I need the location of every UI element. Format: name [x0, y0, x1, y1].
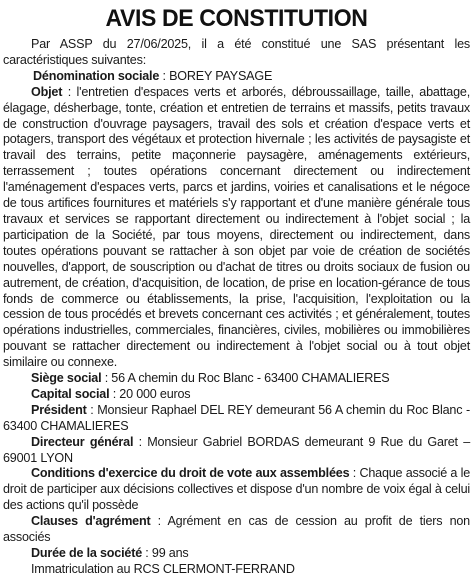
duree-label: Durée de la société — [31, 546, 142, 560]
notice-title: AVIS DE CONSTITUTION — [105, 5, 368, 32]
president-label: Président — [31, 402, 87, 417]
agrement-line — [3, 514, 470, 546]
president-value: : Monsieur Raphael DEL REY demeurant 56 A chemin du Roc Blanc - 63400 CHAMALIERES — [3, 402, 470, 433]
conditions-paragraph — [3, 466, 470, 514]
denomination-value: : BOREY PAYSAGE — [159, 68, 273, 83]
president-paragraph — [3, 403, 470, 435]
agrement-value: : Agrément en cas de cession au profit de tiers non associés — [3, 514, 470, 545]
siege-line — [3, 371, 470, 387]
directeur-paragraph — [3, 435, 470, 467]
objet-value: : l'entretien d'espaces verts et arborés, débroussaillage, taille, abattage, élagage, désherbage, tonte, création et entretien de terrains et massifs, petits travaux de construction d'ouvrage paysagers, travail des sols et création d'espace verts et potagers, transport des végétaux et protection hivernale ; les activités de paysagiste et travail des terrains, petite maçonnerie paysagère, aménagements extérieurs, terrassement ; toutes opérations concernant directement ou indirectement l'aménagement d'espaces verts, parcs et jardins, voiries et canalisations et le négoce de tous artifices fournitures et matériels s'y rapportant et d'une manière générale tous travaux et services se rapportant directement ou indirectement à l'objet social ; la participation de la Société, par tous moyens, directement ou indirectement, dans toutes opérations pouvant se rattacher à son objet par voie de création de sociétés nouvelles, d'apport, de souscription ou d'achat de titres ou droits sociaux de fusion ou autrement, de création, d'acquisition, de location, de prise en location-gérance de tous fonds de commerce ou établissements, la prise, l'acquisition, l'exploitation ou la cession de tous procédés et brevets concernant ces activités ; et généralement, toutes opérations industrielles, commerciales, financières, civiles, mobilières ou immobilières pouvant se rattacher directement ou indirectement à l'objet social ou à tout objet similaire ou connexe. — [3, 84, 470, 370]
denomination-line — [3, 69, 470, 85]
conditions-value: : Chaque associé a le droit de participer aux décisions collectives et dispose d'un nombre de voix égal à celui des actions qu'il possède — [3, 466, 470, 513]
capital-value: : 20 000 euros — [109, 386, 191, 401]
siege-value: : 56 A chemin du Roc Blanc - 63400 CHAMALIERES — [101, 371, 390, 386]
intro-paragraph: Par ASSP du 27/06/2025, il a été constitué une SAS présentant les caractéristiques suivantes: — [3, 37, 470, 67]
capital-line — [3, 387, 470, 403]
immatriculation-line: Immatriculation au RCS CLERMONT-FERRAND — [31, 561, 295, 576]
agrement-label: Clauses d'agrément — [31, 514, 151, 529]
directeur-value: : Monsieur Gabriel BORDAS demeurant 9 Rue du Garet – 69001 LYON — [3, 434, 470, 465]
duree-value: : 99 ans — [142, 546, 189, 560]
objet-label: Objet — [31, 84, 63, 99]
duree-line — [3, 546, 470, 562]
capital-label: Capital social — [31, 386, 110, 401]
directeur-label: Directeur général — [31, 434, 134, 449]
notice-body — [3, 37, 470, 578]
conditions-label: Conditions d'exercice du droit de vote aux assemblées — [31, 466, 350, 481]
objet-paragraph — [3, 85, 470, 371]
siege-label: Siège social — [31, 371, 102, 386]
denomination-label: Dénomination sociale — [33, 68, 160, 83]
